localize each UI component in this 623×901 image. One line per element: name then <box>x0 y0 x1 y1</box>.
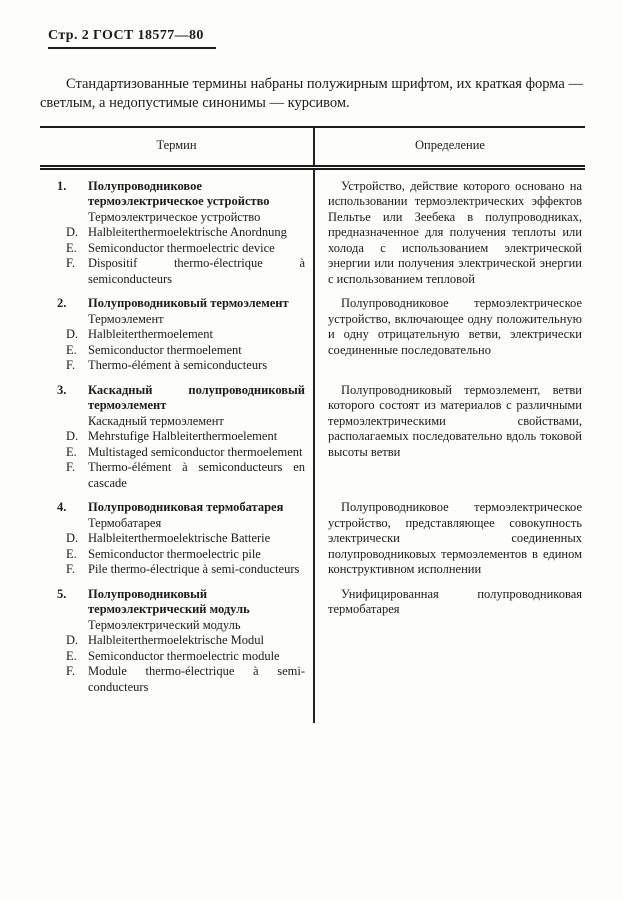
term-cell <box>40 170 313 288</box>
column-header-term: Термин <box>156 138 197 152</box>
term-short-form: Термобатарея <box>88 515 162 530</box>
term-translation-fr <box>40 460 305 491</box>
lang-text-de: Mehrstufige Halbleiterthermoelement <box>88 429 278 443</box>
term-cell <box>40 374 313 492</box>
lang-label-de: D. <box>66 429 79 443</box>
term-cell <box>40 578 313 724</box>
intro-paragraph: Стандартизованные термины набраны полужирным шрифтом, их краткая форма — светлым, а недопустимые синонимы — курсивом. <box>40 76 583 111</box>
table-row <box>40 491 585 578</box>
term-title <box>40 587 305 618</box>
lang-text-fr: Thermo-élément à semiconducteurs <box>88 358 268 372</box>
lang-label-en: E. <box>66 546 77 561</box>
term-short-form: Термоэлектрический модуль <box>88 617 241 632</box>
table-row <box>40 287 585 374</box>
term-title <box>40 383 305 414</box>
term-cell <box>40 287 313 374</box>
lang-text-fr: Dispositif thermo-électrique à semiconducteurs <box>88 256 305 286</box>
term-bold-text: Полупроводниковая термобатарея <box>88 500 284 514</box>
term-translation-de <box>40 633 305 649</box>
term-bold-text: Каскадный полупроводниковый термоэлемент <box>88 382 305 412</box>
lang-text-de: Halbleiterthermoelektrische Batterie <box>88 531 271 545</box>
term-short-form: Каскадный термоэлемент <box>88 413 224 428</box>
terms-table <box>40 126 585 723</box>
lang-text-de: Halbleiterthermoelektrische Anordnung <box>88 225 287 239</box>
term-number: 1. <box>57 178 67 193</box>
table-header-row <box>40 128 585 170</box>
term-title <box>40 179 305 210</box>
term-translation-en <box>40 343 305 359</box>
term-translation-fr <box>40 256 305 287</box>
lang-label-fr: F. <box>66 664 76 678</box>
lang-text-de: Halbleiterthermoelektrische Modul <box>88 633 264 647</box>
term-number: 5. <box>57 586 67 601</box>
lang-text-en: Semiconductor thermoelement <box>88 342 242 357</box>
term-title <box>40 500 305 516</box>
term-short-form: Термоэлемент <box>88 311 164 326</box>
definition-cell <box>313 374 585 492</box>
term-translation-en <box>40 547 305 563</box>
lang-label-de: D. <box>66 225 79 239</box>
term-translation-en <box>40 241 305 257</box>
lang-label-en: E. <box>66 648 77 663</box>
term-cell <box>40 491 313 578</box>
definition-cell <box>313 170 585 288</box>
definition-cell <box>313 287 585 374</box>
lang-text-fr: Pile thermo-électrique à semi-conducteurs <box>88 562 300 576</box>
lang-text-de: Halbleiterthermoelement <box>88 327 213 341</box>
lang-label-fr: F. <box>66 256 76 270</box>
lang-label-de: D. <box>66 327 79 341</box>
definition-text: Унифицированная полупроводниковая термобатарея <box>328 586 582 616</box>
term-bold-text: Полупроводниковое термоэлектрическое устройство <box>88 178 270 208</box>
lang-label-fr: F. <box>66 562 76 576</box>
term-bold-text: Полупроводниковый термоэлемент <box>88 296 289 310</box>
lang-text-en: Semiconductor thermoelectric pile <box>88 546 261 561</box>
lang-label-fr: F. <box>66 358 76 372</box>
table-row <box>40 170 585 288</box>
page-header-label: Стр. 2 ГОСТ 18577—80 <box>48 28 216 49</box>
term-translation-de <box>40 429 305 445</box>
term-translation-fr <box>40 358 305 374</box>
definition-cell <box>313 491 585 578</box>
table-row <box>40 374 585 492</box>
term-number: 2. <box>57 296 67 310</box>
term-translation-de <box>40 225 305 241</box>
term-translation-de <box>40 327 305 343</box>
term-translation-de <box>40 531 305 547</box>
term-title <box>40 296 305 312</box>
term-translation-fr <box>40 664 305 695</box>
lang-text-fr: Module thermo-électrique à semi-conducteurs <box>88 664 305 694</box>
column-header-definition: Определение <box>313 128 585 165</box>
lang-text-en: Semiconductor thermoelectric device <box>88 240 275 255</box>
page-header <box>48 28 623 49</box>
lang-label-en: E. <box>66 240 77 255</box>
term-short-form: Термоэлектрическое устройство <box>88 209 261 224</box>
term-translation-en <box>40 445 305 461</box>
lang-label-de: D. <box>66 633 79 647</box>
definition-text: Устройство, действие которого основано на использовании термоэлектрических эффектов Пельтье или Зеебека в полупроводниках, предназначенное для получения теплоты или холода с использованием электрической энергии или получения электрической энергии с использованием тепловой <box>328 178 582 286</box>
term-translation-en <box>40 649 305 665</box>
definition-text: Полупроводниковое термоэлектрическое устройство, представляющее совокупность электрически соединенных полупроводниковых термоэлементов в едином конструктивном исполнении <box>328 500 582 576</box>
lang-label-fr: F. <box>66 460 76 474</box>
term-number: 3. <box>57 382 67 397</box>
lang-text-en: Semiconductor thermoelectric module <box>88 648 280 663</box>
lang-label-de: D. <box>66 531 79 545</box>
lang-label-en: E. <box>66 342 77 357</box>
term-translation-fr <box>40 562 305 578</box>
lang-text-fr: Thermo-élément à semiconducteurs en cascade <box>88 460 305 490</box>
definition-text: Полупроводниковое термоэлектрическое устройство, включающее одну положительную и одну отрицательную ветви, электрически соединенные последовательно <box>328 296 582 357</box>
lang-text-en: Multistaged semiconductor thermoelement <box>88 444 303 459</box>
definition-cell <box>313 578 585 724</box>
term-number: 4. <box>57 500 67 514</box>
definition-text: Полупроводниковый термоэлемент, ветви которого состоят из материалов с различными термоэлектрическими свойствами, располагаемых последовательно вдоль токовой высоты ветви <box>328 382 582 459</box>
term-bold-text: Полупроводниковый термоэлектрический модуль <box>88 586 250 616</box>
lang-label-en: E. <box>66 444 77 459</box>
table-row <box>40 578 585 724</box>
